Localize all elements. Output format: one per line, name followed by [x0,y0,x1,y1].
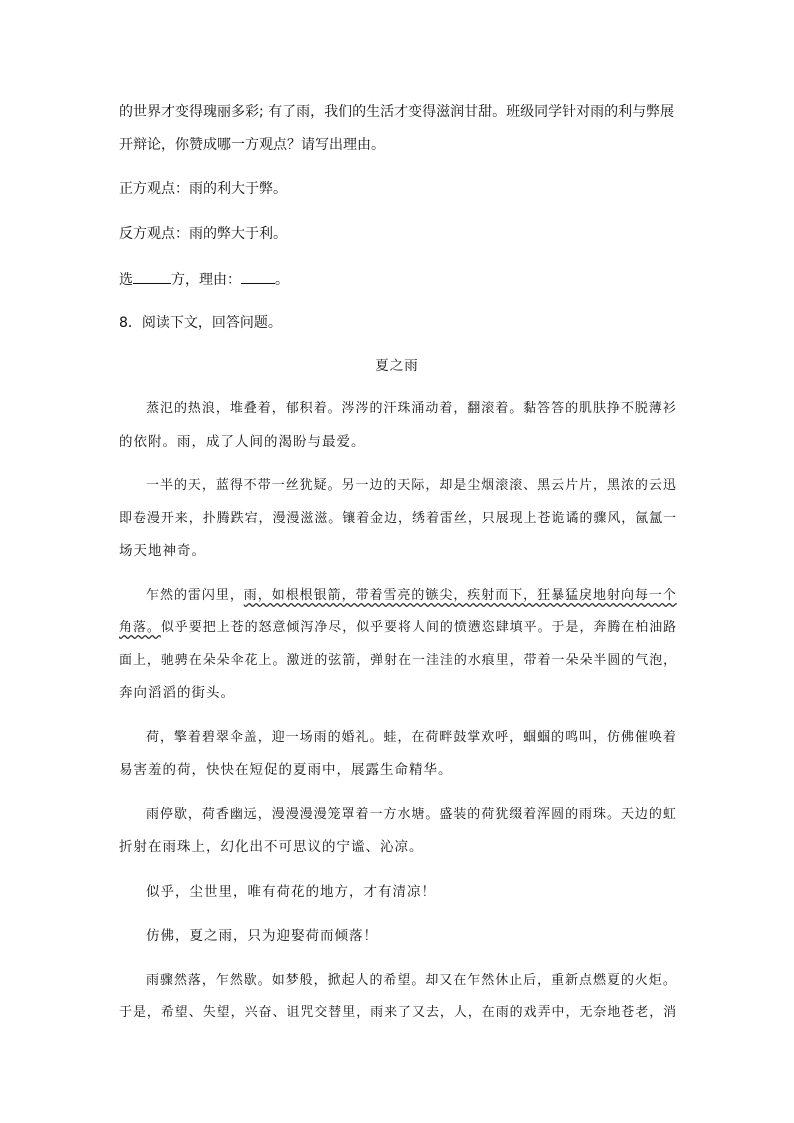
essay-line: 仿佛，夏之雨，只为迎娶荷而倾落！ [146,928,378,944]
essay-line: 似乎，尘世里，唯有荷花的地方，才有清凉！ [146,884,436,900]
essay-line: 于是，希望、失望，兴奋、诅咒交替里，雨来了又去，人，在雨的戏弄中，无奈地苍老，消 [119,1005,678,1020]
essay-title: 夏之雨 [375,358,419,374]
pro-viewpoint: 正方观点：雨的利大于弊。 [119,181,287,197]
wavy-underlined-sentence: 角落。 [119,620,161,635]
con-viewpoint: 反方观点：雨的弊大于利。 [119,226,287,242]
choice-prefix: 选 [119,272,133,288]
essay-line [119,618,677,638]
intro-line-1: 的世界才变得瑰丽多彩; 有了雨，我们的生活才变得滋润甘甜。班级同学针对雨的利与弊展 [119,104,675,120]
intro-line-2: 开辩论，你赞成哪一方观点？请写出理由。 [119,137,385,153]
essay-line: 雨停歇，荷香幽远，漫漫漫漫笼罩着一方水塘。盛装的荷犹缀着浑圆的雨珠。天边的虹 [146,807,677,822]
essay-line: 一半的天，蓝得不带一丝犹疑。另一边的天际，却是尘烟滚滚、黑云片片，黑浓的云迅 [146,478,677,493]
choice-middle: 方，理由： [171,272,241,288]
choice-end: 。 [275,272,289,288]
essay-line: 即卷漫开来，扑腾跌宕，漫漫滋滋。镶着金边，绣着雷丝，只展现上苍诡谲的骤风，氤氲一 [119,511,678,526]
wavy-underlined-sentence: 雨，如根根银箭，带着雪亮的镞尖，疾射而下，狂暴猛戾地射向每一个 [243,588,677,603]
essay-line: 的依附。雨，成了人间的渴盼与最爱。 [119,434,366,450]
question-8: 8．阅读下文，回答问题。 [119,315,282,331]
essay-line: 折射在雨珠上，幻化出不可思议的宁谧、沁凉。 [119,839,424,855]
choice-line [119,269,289,290]
essay-line: 面上，驰骋在朵朵伞花上。激迸的弦箭，弹射在一洼洼的水痕里，带着一朵朵半圆的气泡， [119,653,678,668]
essay-text: 似乎要把上苍的怒意倾泻净尽，似乎要将人间的愤懑恣肆填平。于是，奔腾在柏油路 [160,620,678,635]
essay-line: 奔向滔滔的街头。 [119,685,235,701]
essay-line: 易害羞的荷，快快在短促的夏雨中，展露生命精华。 [119,762,453,778]
essay-line: 蒸氾的热浪，堆叠着，郁积着。涔涔的汗珠涌动着，翻滚着。黏答答的肌肤挣不脱薄衫 [146,401,677,416]
reason-answer-blank[interactable] [241,269,275,284]
side-answer-blank[interactable] [133,269,171,284]
essay-text: 乍然的雷闪里， [146,588,244,603]
essay-line [146,586,677,606]
essay-line: 荷，擎着碧翠伞盖，迎一场雨的婚礼。蛙，在荷畔鼓掌欢呼，蝈蝈的鸣叫，仿佛催唤着 [146,730,677,745]
essay-line: 场天地神奇。 [119,543,206,559]
essay-line: 雨骤然落，乍然歇。如梦般，掀起人的希望。却又在乍然休止后，重新点燃夏的火炬。 [146,973,677,988]
